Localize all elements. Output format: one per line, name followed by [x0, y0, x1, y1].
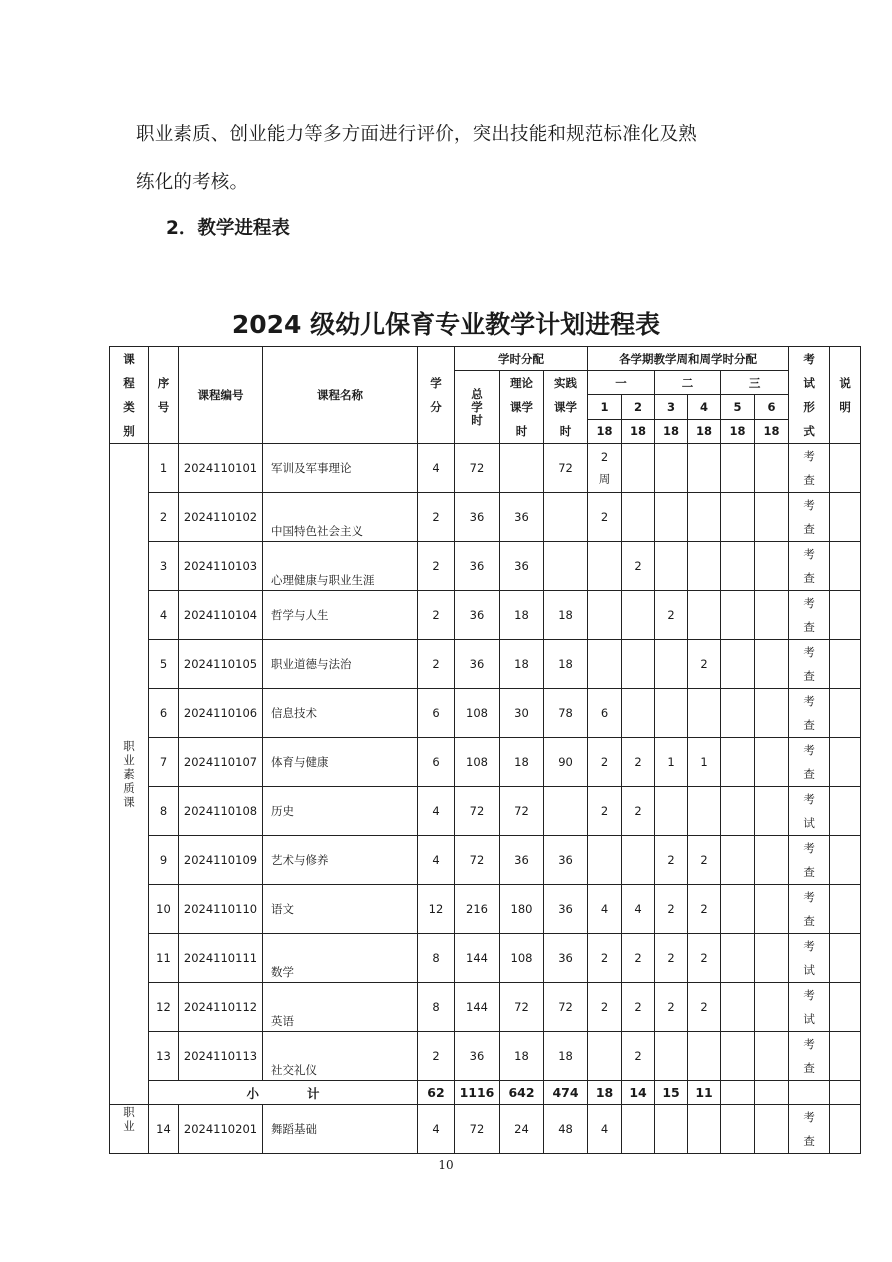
cell-course-code: 2024110101: [179, 444, 263, 493]
cell-s5: [721, 836, 755, 885]
cell-s3: 2: [655, 983, 688, 1032]
cell-course-name: 哲学与人生: [263, 591, 418, 640]
cell-course-name: 军训及军事理论: [263, 444, 418, 493]
cell-s6: [755, 787, 789, 836]
cell-exam-form: 考 试: [789, 787, 830, 836]
cell-s1: [588, 640, 622, 689]
header-semester-4: 4: [688, 395, 721, 419]
table-row: [110, 591, 861, 640]
cell-course-code: 2024110104: [179, 591, 263, 640]
cell-s2: [622, 1105, 655, 1154]
cell-theory: 36: [500, 836, 544, 885]
cell-credit: 2: [418, 640, 455, 689]
table-row: [110, 836, 861, 885]
cell-seq: 13: [149, 1032, 179, 1081]
cell-exam-form: 考 查: [789, 1032, 830, 1081]
cell-practice: 36: [544, 885, 588, 934]
cell-total: 36: [455, 493, 500, 542]
cell-s4: [688, 689, 721, 738]
cell-s6: [755, 689, 789, 738]
subtotal-label: 小 计: [149, 1081, 418, 1105]
cell-credit: 8: [418, 983, 455, 1032]
cell-practice: 36: [544, 934, 588, 983]
header-semester-6: 6: [755, 395, 789, 419]
table-row: [110, 1105, 861, 1154]
intro-line-1: 职业素质、创业能力等多方面进行评价，突出技能和规范标准化及熟: [136, 124, 698, 145]
cell-note: [830, 983, 861, 1032]
subtotal-s1: 18: [588, 1081, 622, 1105]
cell-s3: [655, 444, 688, 493]
cell-s3: [655, 493, 688, 542]
cell-s1: [588, 1032, 622, 1081]
subtotal-theory: 642: [500, 1081, 544, 1105]
cell-note: [830, 836, 861, 885]
cell-s4: [688, 542, 721, 591]
cell-note: [830, 934, 861, 983]
cell-total: 216: [455, 885, 500, 934]
header-semester-group: 各学期教学周和周学时分配: [588, 347, 789, 371]
cell-note: [830, 640, 861, 689]
cell-s2: 2: [622, 983, 655, 1032]
cell-course-name: 数学: [263, 934, 418, 983]
cell-s1: [588, 542, 622, 591]
cell-course-name: 心理健康与职业生涯: [263, 542, 418, 591]
cell-s3: [655, 1032, 688, 1081]
page-number: 10: [438, 1158, 454, 1172]
subtotal-note: [830, 1081, 861, 1105]
cell-note: [830, 591, 861, 640]
table-row: [110, 738, 861, 787]
subtotal-practice: 474: [544, 1081, 588, 1105]
cell-practice: 72: [544, 444, 588, 493]
cell-s5: [721, 542, 755, 591]
cell-s1: [588, 836, 622, 885]
cell-s2: [622, 591, 655, 640]
cell-s1: 2: [588, 983, 622, 1032]
table-row: [110, 542, 861, 591]
cell-s1: 2: [588, 738, 622, 787]
header-course-category: 课 程 类 别: [110, 347, 149, 444]
header-weeks-3: 18: [655, 419, 688, 443]
header-year-1: 一: [588, 371, 655, 395]
section-heading: 2．教学进程表: [166, 218, 290, 239]
cell-s2: [622, 493, 655, 542]
cell-credit: 6: [418, 689, 455, 738]
cell-theory: 180: [500, 885, 544, 934]
cell-course-name: 英语: [263, 983, 418, 1032]
cell-course-code: 2024110201: [179, 1105, 263, 1154]
cell-course-code: 2024110113: [179, 1032, 263, 1081]
cell-practice: 36: [544, 836, 588, 885]
header-credit: 学 分: [418, 347, 455, 444]
cell-practice: [544, 542, 588, 591]
cell-total: 108: [455, 689, 500, 738]
cell-theory: 18: [500, 640, 544, 689]
cell-practice: 72: [544, 983, 588, 1032]
cell-seq: 5: [149, 640, 179, 689]
cell-s6: [755, 542, 789, 591]
subtotal-s2: 14: [622, 1081, 655, 1105]
cell-course-code: 2024110102: [179, 493, 263, 542]
cell-credit: 4: [418, 444, 455, 493]
cell-practice: [544, 787, 588, 836]
cell-theory: 30: [500, 689, 544, 738]
category-professional: 职 业: [110, 1105, 149, 1154]
cell-note: [830, 689, 861, 738]
cell-note: [830, 1105, 861, 1154]
cell-s3: 2: [655, 885, 688, 934]
cell-s6: [755, 1032, 789, 1081]
table-row: [110, 689, 861, 738]
cell-exam-form: 考 试: [789, 983, 830, 1032]
cell-s5: [721, 1032, 755, 1081]
cell-course-code: 2024110107: [179, 738, 263, 787]
cell-credit: 4: [418, 1105, 455, 1154]
cell-s5: [721, 934, 755, 983]
cell-s1: 6: [588, 689, 622, 738]
cell-s1: 2: [588, 493, 622, 542]
cell-s5: [721, 1105, 755, 1154]
teaching-plan-table: [109, 346, 861, 1154]
cell-s2: 4: [622, 885, 655, 934]
cell-practice: [544, 493, 588, 542]
cell-course-code: 2024110109: [179, 836, 263, 885]
cell-seq: 4: [149, 591, 179, 640]
cell-s6: [755, 836, 789, 885]
header-semester-2: 2: [622, 395, 655, 419]
cell-s1: 4: [588, 885, 622, 934]
subtotal-total: 1116: [455, 1081, 500, 1105]
cell-theory: 72: [500, 983, 544, 1032]
cell-seq: 11: [149, 934, 179, 983]
cell-exam-form: 考 查: [789, 689, 830, 738]
cell-course-code: 2024110112: [179, 983, 263, 1032]
cell-s5: [721, 885, 755, 934]
intro-line-2: 练化的考核。: [136, 172, 249, 193]
cell-s4: 2: [688, 983, 721, 1032]
cell-s6: [755, 1105, 789, 1154]
cell-seq: 12: [149, 983, 179, 1032]
cell-s1: 2: [588, 934, 622, 983]
cell-theory: 36: [500, 542, 544, 591]
cell-practice: 18: [544, 591, 588, 640]
cell-s6: [755, 738, 789, 787]
header-weeks-1: 18: [588, 419, 622, 443]
cell-exam-form: 考 查: [789, 1105, 830, 1154]
header-practice-hours: 实践 课学 时: [544, 371, 588, 444]
cell-course-name: 职业道德与法治: [263, 640, 418, 689]
cell-credit: 4: [418, 787, 455, 836]
header-weeks-5: 18: [721, 419, 755, 443]
header-year-2: 二: [655, 371, 721, 395]
cell-course-name: 艺术与修养: [263, 836, 418, 885]
cell-practice: 90: [544, 738, 588, 787]
subtotal-s5: [721, 1081, 755, 1105]
cell-total: 36: [455, 542, 500, 591]
cell-s5: [721, 640, 755, 689]
table-row: [110, 493, 861, 542]
cell-s4: 2: [688, 885, 721, 934]
cell-s4: 2: [688, 836, 721, 885]
cell-s2: 2: [622, 934, 655, 983]
cell-exam-form: 考 查: [789, 591, 830, 640]
cell-s3: [655, 640, 688, 689]
cell-credit: 6: [418, 738, 455, 787]
cell-credit: 8: [418, 934, 455, 983]
header-course-code: 课程编号: [179, 347, 263, 444]
cell-course-name: 体育与健康: [263, 738, 418, 787]
header-weeks-2: 18: [622, 419, 655, 443]
cell-s3: [655, 542, 688, 591]
cell-exam-form: 考 查: [789, 836, 830, 885]
cell-note: [830, 493, 861, 542]
cell-seq: 7: [149, 738, 179, 787]
header-semester-3: 3: [655, 395, 688, 419]
cell-credit: 4: [418, 836, 455, 885]
cell-course-code: 2024110106: [179, 689, 263, 738]
subtotal-row: [110, 1081, 861, 1105]
cell-theory: [500, 444, 544, 493]
cell-practice: 18: [544, 1032, 588, 1081]
table-row: [110, 1032, 861, 1081]
cell-total: 72: [455, 1105, 500, 1154]
cell-credit: 2: [418, 493, 455, 542]
cell-note: [830, 738, 861, 787]
cell-total: 36: [455, 1032, 500, 1081]
cell-s1: 2: [588, 787, 622, 836]
cell-course-name: 中国特色社会主义: [263, 493, 418, 542]
cell-s4: [688, 591, 721, 640]
subtotal-credit: 62: [418, 1081, 455, 1105]
cell-course-name: 历史: [263, 787, 418, 836]
cell-total: 72: [455, 444, 500, 493]
cell-s5: [721, 493, 755, 542]
header-weeks-6: 18: [755, 419, 789, 443]
cell-theory: 24: [500, 1105, 544, 1154]
cell-course-name: 信息技术: [263, 689, 418, 738]
cell-s5: [721, 983, 755, 1032]
cell-s4: 2: [688, 640, 721, 689]
header-semester-5: 5: [721, 395, 755, 419]
cell-s6: [755, 444, 789, 493]
subtotal-s3: 15: [655, 1081, 688, 1105]
subtotal-exam: [789, 1081, 830, 1105]
category-professional-quality: 职 业 素 质 课: [110, 444, 149, 1105]
cell-s4: [688, 1032, 721, 1081]
cell-s6: [755, 591, 789, 640]
cell-note: [830, 444, 861, 493]
cell-total: 72: [455, 787, 500, 836]
table-row: [110, 444, 861, 493]
cell-credit: 2: [418, 591, 455, 640]
cell-theory: 36: [500, 493, 544, 542]
cell-credit: 2: [418, 1032, 455, 1081]
cell-s5: [721, 738, 755, 787]
cell-exam-form: 考 查: [789, 885, 830, 934]
cell-s2: [622, 444, 655, 493]
cell-s4: [688, 444, 721, 493]
cell-note: [830, 787, 861, 836]
table-header: [110, 347, 861, 444]
cell-total: 36: [455, 591, 500, 640]
cell-credit: 12: [418, 885, 455, 934]
cell-note: [830, 1032, 861, 1081]
cell-s3: [655, 689, 688, 738]
table-row: [110, 885, 861, 934]
cell-s2: 2: [622, 787, 655, 836]
cell-total: 144: [455, 983, 500, 1032]
cell-s5: [721, 689, 755, 738]
cell-seq: 14: [149, 1105, 179, 1154]
table-body: [110, 444, 861, 1154]
header-exam-form: 考 试 形 式: [789, 347, 830, 444]
subtotal-s6: [755, 1081, 789, 1105]
cell-exam-form: 考 试: [789, 934, 830, 983]
cell-s6: [755, 640, 789, 689]
subtotal-s4: 11: [688, 1081, 721, 1105]
cell-credit: 2: [418, 542, 455, 591]
cell-s6: [755, 983, 789, 1032]
cell-total: 36: [455, 640, 500, 689]
cell-practice: 78: [544, 689, 588, 738]
cell-s3: 2: [655, 591, 688, 640]
header-semester-1: 1: [588, 395, 622, 419]
cell-note: [830, 885, 861, 934]
cell-practice: 18: [544, 640, 588, 689]
cell-s1: [588, 591, 622, 640]
cell-total: 108: [455, 738, 500, 787]
cell-seq: 10: [149, 885, 179, 934]
cell-seq: 2: [149, 493, 179, 542]
cell-s4: [688, 1105, 721, 1154]
cell-s4: [688, 787, 721, 836]
header-theory-hours: 理论 课学 时: [500, 371, 544, 444]
cell-s5: [721, 591, 755, 640]
cell-course-name: 舞蹈基础: [263, 1105, 418, 1154]
cell-s3: [655, 787, 688, 836]
cell-course-name: 社交礼仪: [263, 1032, 418, 1081]
cell-exam-form: 考 查: [789, 738, 830, 787]
cell-s4: [688, 493, 721, 542]
table-row: [110, 640, 861, 689]
cell-theory: 18: [500, 1032, 544, 1081]
table-row: [110, 934, 861, 983]
table-row: [110, 983, 861, 1032]
header-weeks-4: 18: [688, 419, 721, 443]
cell-practice: 48: [544, 1105, 588, 1154]
cell-exam-form: 考 查: [789, 640, 830, 689]
cell-s2: [622, 836, 655, 885]
cell-seq: 8: [149, 787, 179, 836]
cell-theory: 18: [500, 591, 544, 640]
cell-s3: 1: [655, 738, 688, 787]
cell-course-code: 2024110105: [179, 640, 263, 689]
cell-seq: 1: [149, 444, 179, 493]
cell-s2: [622, 640, 655, 689]
header-hours-group: 学时分配: [455, 347, 588, 371]
table-row: [110, 787, 861, 836]
cell-s6: [755, 493, 789, 542]
cell-course-code: 2024110103: [179, 542, 263, 591]
cell-s1: 4: [588, 1105, 622, 1154]
cell-theory: 72: [500, 787, 544, 836]
header-note: 说 明: [830, 347, 861, 444]
cell-total: 72: [455, 836, 500, 885]
table-title: 2024 级幼儿保育专业教学计划进程表: [231, 310, 661, 339]
cell-course-name: 语文: [263, 885, 418, 934]
cell-s2: 2: [622, 542, 655, 591]
cell-theory: 18: [500, 738, 544, 787]
cell-seq: 9: [149, 836, 179, 885]
header-total-hours: 总 学 时: [455, 371, 500, 444]
cell-seq: 3: [149, 542, 179, 591]
cell-course-code: 2024110111: [179, 934, 263, 983]
cell-s2: [622, 689, 655, 738]
cell-exam-form: 考 查: [789, 493, 830, 542]
cell-s5: [721, 787, 755, 836]
cell-s6: [755, 934, 789, 983]
cell-s2: 2: [622, 1032, 655, 1081]
cell-s5: [721, 444, 755, 493]
cell-s4: 1: [688, 738, 721, 787]
cell-note: [830, 542, 861, 591]
cell-seq: 6: [149, 689, 179, 738]
cell-s3: 2: [655, 836, 688, 885]
cell-exam-form: 考 查: [789, 542, 830, 591]
cell-course-code: 2024110108: [179, 787, 263, 836]
cell-theory: 108: [500, 934, 544, 983]
cell-s3: 2: [655, 934, 688, 983]
header-year-3: 三: [721, 371, 789, 395]
cell-s6: [755, 885, 789, 934]
cell-s3: [655, 1105, 688, 1154]
cell-total: 144: [455, 934, 500, 983]
cell-exam-form: 考 查: [789, 444, 830, 493]
cell-s1: 2 周: [588, 444, 622, 493]
header-seq: 序 号: [149, 347, 179, 444]
cell-s2: 2: [622, 738, 655, 787]
cell-course-code: 2024110110: [179, 885, 263, 934]
header-course-name: 课程名称: [263, 347, 418, 444]
cell-s4: 2: [688, 934, 721, 983]
